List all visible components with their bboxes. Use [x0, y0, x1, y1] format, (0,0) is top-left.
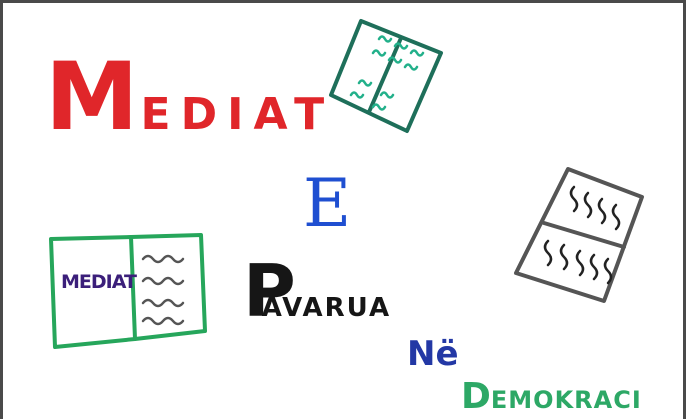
adjective-rest: AVARUA [261, 293, 392, 323]
conjunction-e: E [303, 165, 352, 242]
title-mediat [45, 43, 335, 152]
open-book-cover-text: MEDIAT [61, 271, 136, 293]
noun-rest: EMOKRACI [490, 386, 642, 414]
title-initial: M [45, 43, 141, 152]
adjective-initial: P [243, 249, 296, 333]
adjective-pavarua [243, 249, 392, 333]
newspaper-icon [323, 13, 463, 143]
preposition-ne: Në [407, 334, 459, 374]
noun-demokraci [461, 376, 642, 417]
noun-initial: D [461, 376, 491, 417]
newspaper-icon [508, 163, 648, 308]
title-rest: EDIAT [140, 89, 335, 140]
